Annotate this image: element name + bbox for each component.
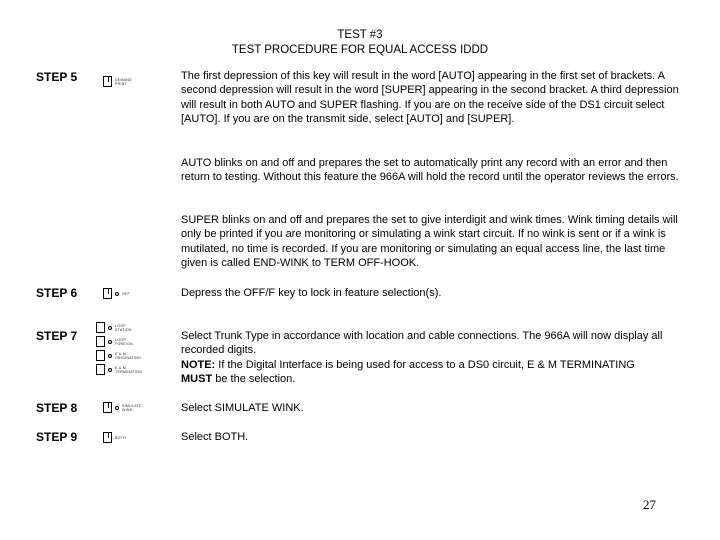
step-6-label: STEP 6 bbox=[36, 286, 78, 300]
key-label: LOOP FOREIGN bbox=[115, 337, 134, 346]
step-6-paragraph: Depress the OFF/F key to lock in feature selection(s). bbox=[181, 287, 442, 299]
step-9-label: STEP 9 bbox=[36, 430, 78, 444]
key-label: LOOP STATION bbox=[115, 323, 132, 332]
step-9-keys bbox=[103, 432, 126, 443]
step-5-paragraph-2: AUTO blinks on and off and prepares the set to automatically print any record with an error and then return to testing. Without this feature the 966A will hold the record until the operator reviews the errors. bbox=[181, 157, 679, 184]
demand-print-key[interactable] bbox=[103, 76, 132, 87]
test-number-title: TEST #3 bbox=[337, 29, 383, 41]
key-button-icon bbox=[103, 76, 112, 87]
led-indicator-icon bbox=[108, 326, 112, 330]
step-9-paragraph: Select BOTH. bbox=[181, 431, 249, 443]
em-originating-key[interactable] bbox=[96, 350, 142, 361]
key-label: OFF bbox=[122, 291, 130, 296]
both-key[interactable] bbox=[103, 432, 126, 443]
step-7-label: STEP 7 bbox=[36, 329, 78, 343]
key-button-icon bbox=[103, 402, 112, 413]
note-text: If the Digital Interface is being used for access to a DS0 circuit, E & M TERMINATING bbox=[215, 358, 635, 371]
key-button-icon bbox=[96, 322, 105, 333]
step-8-keys bbox=[103, 402, 142, 413]
procedure-title: TEST PROCEDURE FOR EQUAL ACCESS IDDD bbox=[231, 44, 489, 56]
key-label: E & M ORIGINATING bbox=[115, 351, 142, 360]
step-6-keys bbox=[103, 288, 130, 299]
step-7-paragraph bbox=[181, 329, 691, 386]
key-button-icon bbox=[103, 432, 112, 443]
page-number: 27 bbox=[643, 497, 656, 512]
key-label: E & M TERMINATING bbox=[115, 365, 143, 374]
simulate-wink-key[interactable] bbox=[103, 402, 142, 413]
key-label: DEMAND PRINT bbox=[115, 77, 132, 86]
off-key[interactable] bbox=[103, 288, 130, 299]
led-indicator-icon bbox=[115, 406, 119, 410]
led-indicator-icon bbox=[108, 354, 112, 358]
key-label: SIMULATE WINK bbox=[122, 403, 142, 412]
step-5-keys bbox=[103, 76, 132, 87]
step-8-label: STEP 8 bbox=[36, 401, 78, 415]
step-5-label: STEP 5 bbox=[36, 70, 78, 84]
em-terminating-key[interactable] bbox=[96, 364, 142, 375]
key-button-icon bbox=[103, 288, 112, 299]
step-7-instruction: Select Trunk Type in accordance with location and cable connections. The 966A will now display all recorded digits. bbox=[181, 330, 663, 357]
step-8-paragraph: Select SIMULATE WINK. bbox=[181, 402, 304, 414]
step-7-keys bbox=[96, 322, 142, 375]
key-button-icon bbox=[96, 336, 105, 347]
led-indicator-icon bbox=[108, 340, 112, 344]
must-text: be the selection. bbox=[212, 372, 296, 385]
step-5-paragraph-1: The first depression of this key will result in the word [AUTO] appearing in the first set of brackets. A second depression will result in the word [SUPER] appearing in the second bracket. A third depression will result in both AUTO and SUPER flashing. If you are on the receive side of the DS1 circuit select [AUTO]. If you are on the transmit side, select [AUTO] and [SUPER]. bbox=[181, 70, 679, 125]
led-indicator-icon bbox=[108, 368, 112, 372]
key-label: BOTH bbox=[115, 435, 126, 440]
must-label: MUST bbox=[181, 372, 213, 385]
key-button-icon bbox=[96, 350, 105, 361]
key-button-icon bbox=[96, 364, 105, 375]
step-5-paragraph-3: SUPER blinks on and off and prepares the set to give interdigit and wink times. Wink timing details will only be printed if you are monitoring or simulating a wink start circuit. If no wink is sent or if a wink is mutilated, no time is recorded. If you are monitoring or simulating an equal access line, the last time given is called END-WINK to TERM OFF-HOOK. bbox=[181, 214, 678, 269]
loop-foreign-key[interactable] bbox=[96, 336, 142, 347]
loop-station-key[interactable] bbox=[96, 322, 142, 333]
led-indicator-icon bbox=[115, 292, 119, 296]
note-label: NOTE: bbox=[181, 358, 216, 371]
